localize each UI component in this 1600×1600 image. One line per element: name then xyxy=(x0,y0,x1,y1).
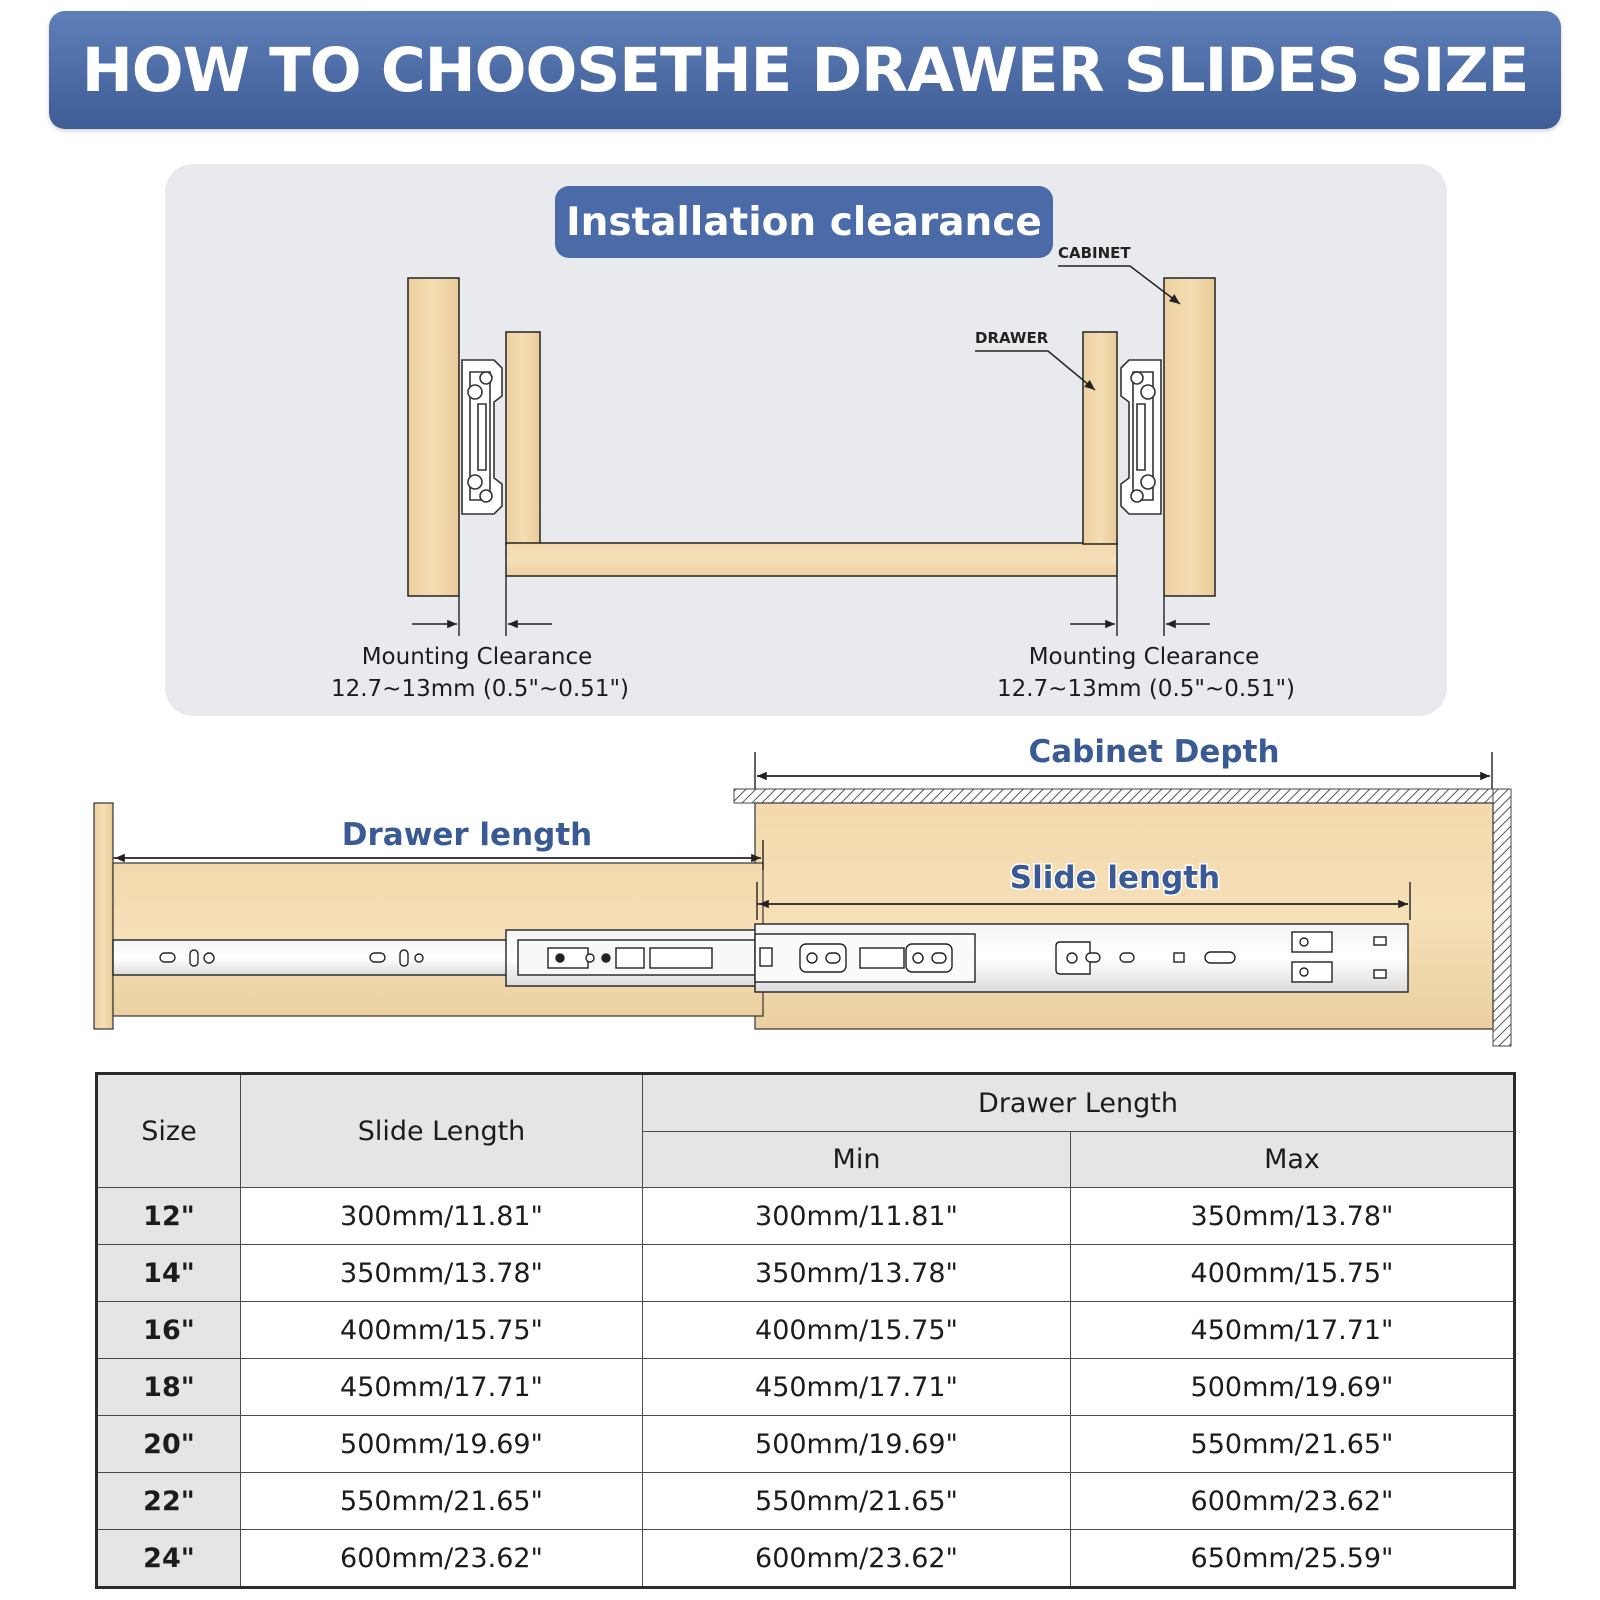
min-cell: 600mm/23.62" xyxy=(643,1530,1071,1588)
right-clearance-title: Mounting Clearance xyxy=(1028,644,1260,670)
left-clearance-title: Mounting Clearance xyxy=(361,644,593,670)
table-row xyxy=(97,1473,1515,1530)
slide-length-cell: 600mm/23.62" xyxy=(241,1530,643,1588)
cabinet-label: CABINET xyxy=(1058,244,1131,262)
right-slide-profile xyxy=(1121,360,1161,514)
min-cell: 550mm/21.65" xyxy=(643,1473,1071,1530)
table-row xyxy=(97,1416,1515,1473)
drawer-label: DRAWER xyxy=(975,329,1049,347)
slide-length-cell: 300mm/11.81" xyxy=(241,1188,643,1245)
size-cell: 24" xyxy=(97,1530,241,1588)
slide-length-cell: 350mm/13.78" xyxy=(241,1245,643,1302)
min-cell: 350mm/13.78" xyxy=(643,1245,1071,1302)
size-cell: 16" xyxy=(97,1302,241,1359)
max-cell: 550mm/21.65" xyxy=(1071,1416,1515,1473)
cabinet-top-hatch xyxy=(734,789,1511,803)
right-cabinet-wall xyxy=(1164,278,1215,596)
left-clearance-value: 12.7~13mm (0.5"~0.51") xyxy=(330,676,630,702)
size-cell: 12" xyxy=(97,1188,241,1245)
slide-length-cell: 500mm/19.69" xyxy=(241,1416,643,1473)
left-slide-profile xyxy=(462,360,502,514)
table-row xyxy=(97,1188,1515,1245)
size-table xyxy=(95,1072,1516,1589)
max-cell: 650mm/25.59" xyxy=(1071,1530,1515,1588)
installation-title: Installation clearance xyxy=(566,199,1042,245)
min-cell: 400mm/15.75" xyxy=(643,1302,1071,1359)
table-row xyxy=(97,1359,1515,1416)
header-max: Max xyxy=(1071,1132,1515,1188)
drawer-bottom xyxy=(506,543,1117,576)
slide-length-cell: 400mm/15.75" xyxy=(241,1302,643,1359)
slide-length-label: Slide length xyxy=(1009,860,1221,896)
drawer-leader xyxy=(975,351,1095,390)
page-title: HOW TO CHOOSETHE DRAWER SLIDES SIZE xyxy=(81,34,1529,106)
max-cell: 350mm/13.78" xyxy=(1071,1188,1515,1245)
cabinet-side-panel xyxy=(755,803,1493,1029)
table-row xyxy=(97,1245,1515,1302)
header-slide-length: Slide Length xyxy=(241,1074,643,1188)
max-cell: 450mm/17.71" xyxy=(1071,1302,1515,1359)
slide-length-cell: 550mm/21.65" xyxy=(241,1473,643,1530)
right-clearance-value: 12.7~13mm (0.5"~0.51") xyxy=(996,676,1296,702)
min-cell: 300mm/11.81" xyxy=(643,1188,1071,1245)
size-cell: 20" xyxy=(97,1416,241,1473)
cabinet-back-hatch xyxy=(1493,789,1511,1046)
min-cell: 450mm/17.71" xyxy=(643,1359,1071,1416)
table-row xyxy=(97,1530,1515,1588)
slide-length-cell: 450mm/17.71" xyxy=(241,1359,643,1416)
drawer-length-label: Drawer length xyxy=(341,817,593,853)
min-cell: 500mm/19.69" xyxy=(643,1416,1071,1473)
max-cell: 400mm/15.75" xyxy=(1071,1245,1515,1302)
size-cell: 22" xyxy=(97,1473,241,1530)
drawer-front xyxy=(94,803,113,1029)
size-cell: 18" xyxy=(97,1359,241,1416)
cabinet-depth-label: Cabinet Depth xyxy=(1028,734,1280,770)
max-cell: 600mm/23.62" xyxy=(1071,1473,1515,1530)
header-drawer-length: Drawer Length xyxy=(643,1074,1515,1132)
left-drawer-wall xyxy=(506,332,540,544)
cabinet-leader xyxy=(1058,266,1180,304)
table-row xyxy=(97,1302,1515,1359)
header-size: Size xyxy=(97,1074,241,1188)
max-cell: 500mm/19.69" xyxy=(1071,1359,1515,1416)
left-cabinet-wall xyxy=(408,278,459,596)
size-cell: 14" xyxy=(97,1245,241,1302)
right-drawer-wall xyxy=(1083,332,1117,544)
header-min: Min xyxy=(643,1132,1071,1188)
